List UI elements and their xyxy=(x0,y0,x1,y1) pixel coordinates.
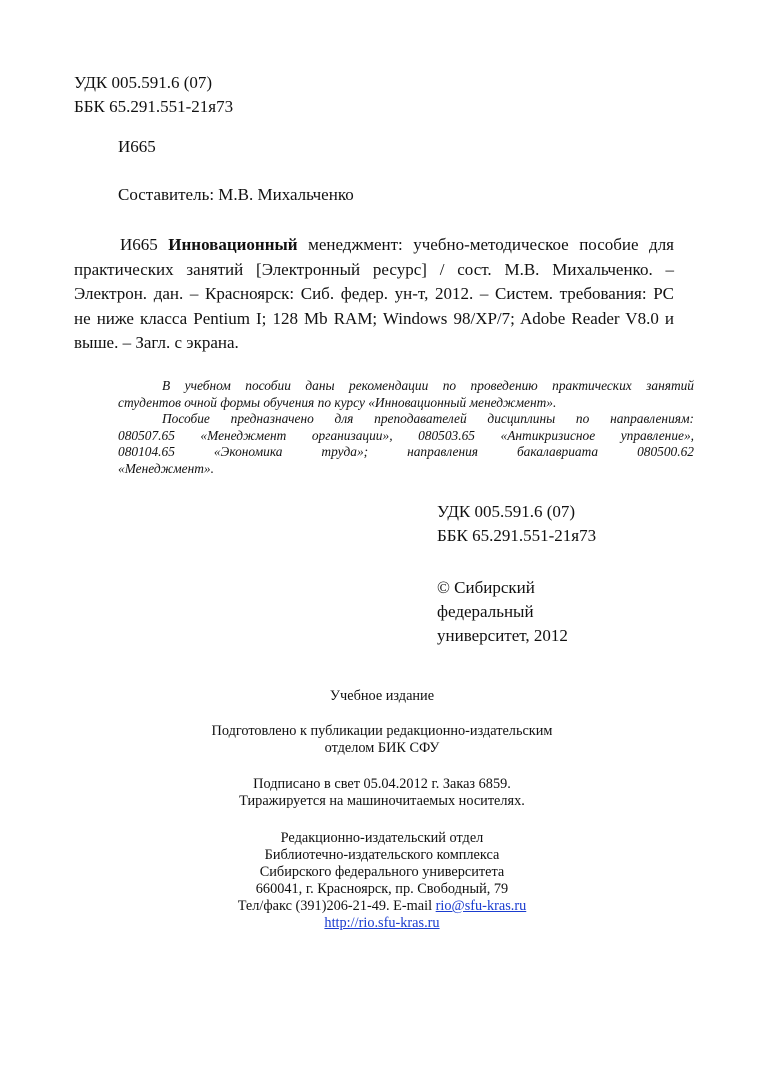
publisher-line-3: Сибирского федерального университета xyxy=(259,864,505,880)
website-line xyxy=(0,915,764,932)
copyright-line-2: федеральный xyxy=(437,602,534,621)
bibliography-line-2: практических занятий [Электронный ресурс] / сост. М.В. Михальченко. – xyxy=(74,259,674,279)
author-mark: И665 xyxy=(118,137,156,156)
compiler-line: Составитель: М.В. Михальченко xyxy=(118,185,354,204)
copyright-line-1: © Сибирский xyxy=(437,578,535,597)
bibliography-line-4: не ниже класса Pentium I; 128 Mb RAM; Windows 98/XP/7; Adobe Reader V8.0 и xyxy=(74,308,674,328)
classification-block xyxy=(437,500,596,548)
annotation-line-3: Пособие предназначено для преподавателей дисциплины по направлениям: xyxy=(162,411,694,427)
annotation-line-4: 080507.65 «Менеджмент организации», 080503.65 «Антикризисное управление», xyxy=(118,427,694,443)
annotation-line-1: В учебном пособии даны рекомендации по проведению практических занятий xyxy=(162,378,694,393)
header-bbk: ББК 65.291.551-21я73 xyxy=(74,97,234,116)
publication-info xyxy=(0,776,764,810)
publisher-info xyxy=(0,830,764,932)
website-link[interactable]: http://rio.sfu-kras.ru xyxy=(324,915,440,931)
annotation xyxy=(118,378,694,478)
bibliographic-description xyxy=(74,233,674,356)
prepared-line-1: Подготовлено к публикации редакционно-издательским xyxy=(211,723,553,739)
annotation-line-2: студентов очной формы обучения по курсу «Инновационный менеджмент». xyxy=(118,394,557,410)
signed-line: Подписано в свет 05.04.2012 г. Заказ 6859. xyxy=(253,776,511,792)
annotation-line-5: 080104.65 «Экономика труда»; направления бакалавриата 080500.62 xyxy=(118,444,694,460)
classification-bbk: ББК 65.291.551-21я73 xyxy=(437,526,597,545)
bibliography-line-3: Электрон. дан. – Красноярск: Сиб. федер. ун-т, 2012. – Систем. требования: PC xyxy=(74,284,674,303)
annotation-line-6: «Менеджмент». xyxy=(118,460,214,476)
copyright-block xyxy=(437,576,568,648)
edition-type xyxy=(0,688,764,705)
edition-type-text: Учебное издание xyxy=(329,688,435,704)
bibliography-code: И665 xyxy=(120,235,169,254)
email-link[interactable]: rio@sfu-kras.ru xyxy=(435,898,527,914)
publisher-contact xyxy=(0,898,764,915)
classification-udk: УДК 005.591.6 (07) xyxy=(437,502,576,521)
bibliography-line-1 xyxy=(74,233,674,258)
header-udk: УДК 005.591.6 (07) xyxy=(74,73,213,92)
publisher-line-2: Библиотечно-издательского комплекса xyxy=(264,847,500,863)
prepared-block xyxy=(0,723,764,757)
bibliography-title-bold: Инновационный xyxy=(168,235,298,254)
copyright-line-3: университет, 2012 xyxy=(437,626,568,645)
prepared-line-2: отделом БИК СФУ xyxy=(324,740,440,756)
bibliography-line-1-rest: менеджмент: учебно-методическое пособие для xyxy=(297,235,674,254)
distribution-line: Тиражируется на машиночитаемых носителях. xyxy=(239,793,525,809)
publisher-line-1: Редакционно-издательский отдел xyxy=(280,830,484,846)
bibliography-line-5: выше. – Загл. с экрана. xyxy=(74,333,239,352)
phone-text: Тел/факс (391)206-21-49. E-mail xyxy=(237,898,436,914)
publisher-address: 660041, г. Красноярск, пр. Свободный, 79 xyxy=(255,881,509,897)
